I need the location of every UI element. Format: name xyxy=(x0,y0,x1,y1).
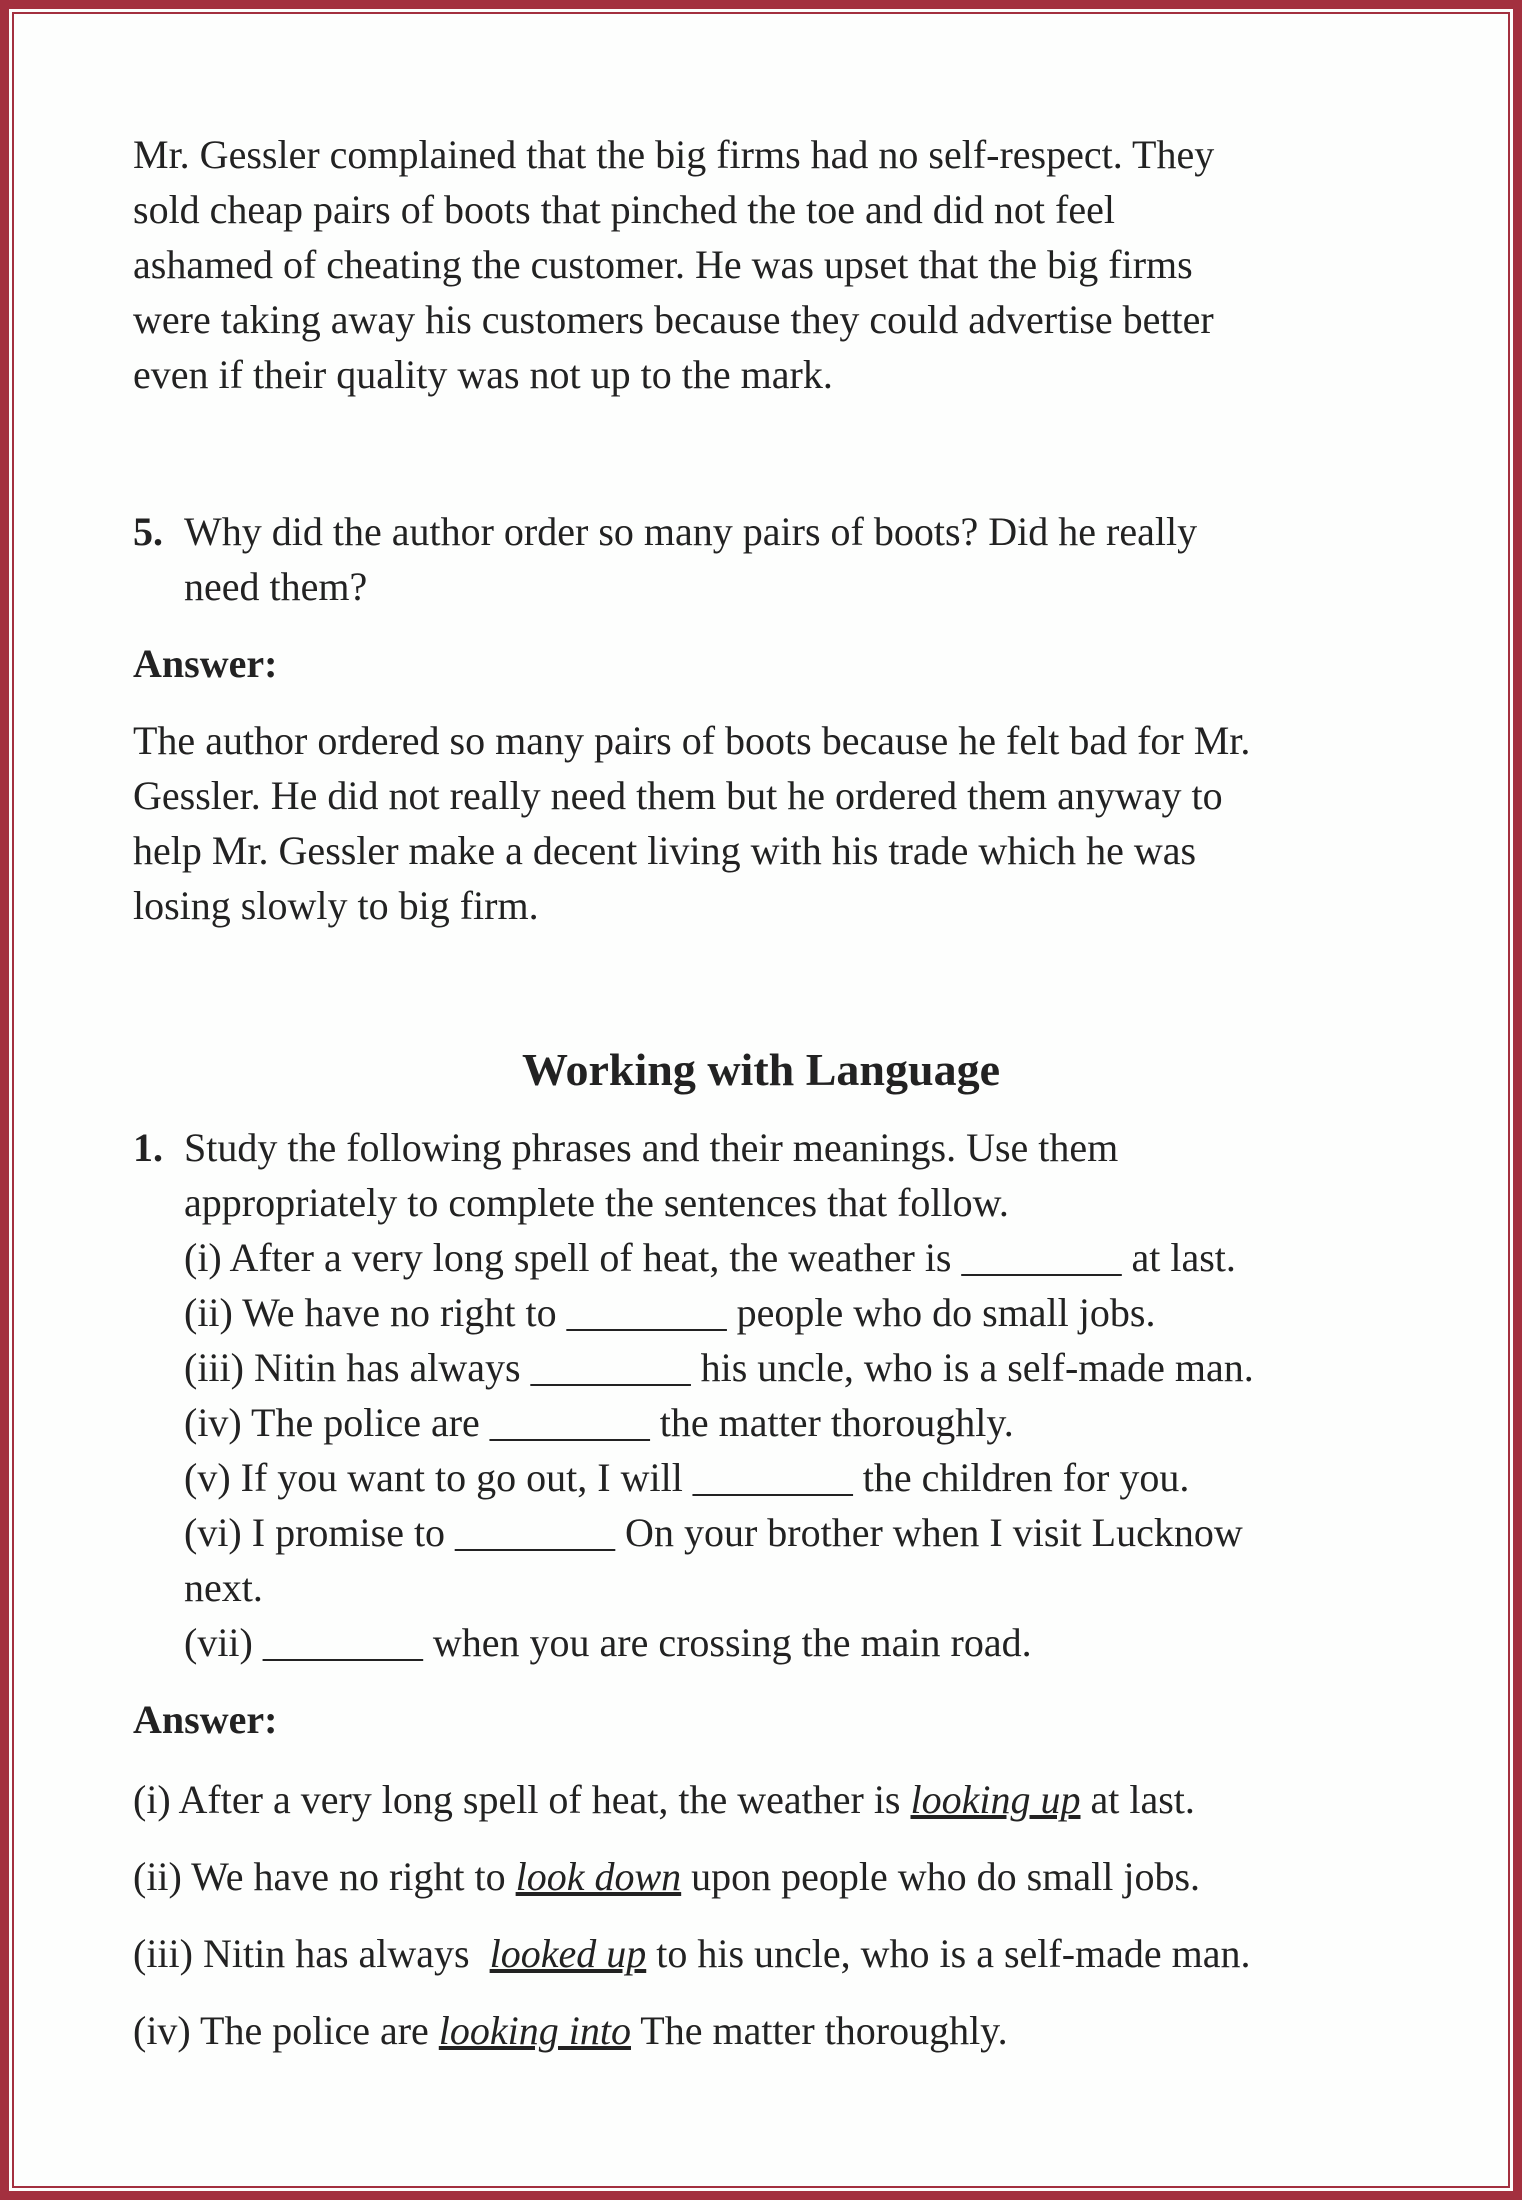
text-line: The author ordered so many pairs of boots because he felt bad for Mr. xyxy=(133,718,1251,763)
answer-text: (iv) The police are xyxy=(133,2008,439,2053)
answer-text: (iii) Nitin has always xyxy=(133,1931,490,1976)
text-line: appropriately to complete the sentences that follow. xyxy=(184,1180,1009,1225)
answer-text: (ii) We have no right to xyxy=(133,1854,516,1899)
text-line: (v) If you want to go out, I will ________ the children for you. xyxy=(184,1455,1190,1500)
answer-item xyxy=(133,1926,1413,1981)
text-line: next. xyxy=(184,1565,263,1610)
text-line: ashamed of cheating the customer. He was upset that the big firms xyxy=(133,242,1193,287)
answer-paragraph-4 xyxy=(133,127,1413,402)
text-line: Why did the author order so many pairs of boots? Did he really xyxy=(184,509,1198,554)
answer-text: to his uncle, who is a self-made man. xyxy=(646,1931,1251,1976)
answer-label: Answer: xyxy=(133,1697,278,1742)
text-line: need them? xyxy=(184,564,368,609)
question-5 xyxy=(133,504,1413,614)
text-line: (vii) ________ when you are crossing the main road. xyxy=(184,1620,1032,1665)
answer-phrase: looked up xyxy=(489,1931,647,1976)
answer-label: Answer: xyxy=(133,641,278,686)
text-line: (ii) We have no right to ________ people who do small jobs. xyxy=(184,1290,1156,1335)
answer-phrase: look down xyxy=(515,1854,682,1899)
answer-paragraph-5 xyxy=(133,713,1413,933)
text-line: (iv) The police are ________ the matter thoroughly. xyxy=(184,1400,1014,1445)
text-line: losing slowly to big firm. xyxy=(133,883,539,928)
text-line: even if their quality was not up to the mark. xyxy=(133,352,833,397)
answer-phrase: looking into xyxy=(438,2008,631,2053)
answer-phrase: looking up xyxy=(910,1777,1081,1822)
answer-item xyxy=(133,1849,1413,1904)
text-line: Gessler. He did not really need them but he ordered them anyway to xyxy=(133,773,1223,818)
answer-text: at last. xyxy=(1080,1777,1195,1822)
text-line: Study the following phrases and their meanings. Use them xyxy=(184,1125,1119,1170)
text-line: sold cheap pairs of boots that pinched the toe and did not feel xyxy=(133,187,1115,232)
question-number: 1. xyxy=(133,1125,163,1170)
section-heading: Working with Language xyxy=(522,1044,1000,1095)
text-line: help Mr. Gessler make a decent living with his trade which he was xyxy=(133,828,1197,873)
answer-text: (i) After a very long spell of heat, the weather is xyxy=(133,1777,911,1822)
text-line: (iii) Nitin has always ________ his uncle, who is a self-made man. xyxy=(184,1345,1254,1390)
answer-text: upon people who do small jobs. xyxy=(681,1854,1201,1899)
text-line: (i) After a very long spell of heat, the weather is ________ at last. xyxy=(184,1235,1236,1280)
answer-item xyxy=(133,1772,1413,1827)
answer-text: The matter thoroughly. xyxy=(631,2008,1008,2053)
question-number: 5. xyxy=(133,509,163,554)
answer-item xyxy=(133,2003,1413,2058)
text-line: (vi) I promise to ________ On your brother when I visit Lucknow xyxy=(184,1510,1243,1555)
question-1 xyxy=(133,1120,1413,1670)
text-line: were taking away his customers because they could advertise better xyxy=(133,297,1214,342)
text-line: Mr. Gessler complained that the big firms had no self-respect. They xyxy=(133,132,1215,177)
